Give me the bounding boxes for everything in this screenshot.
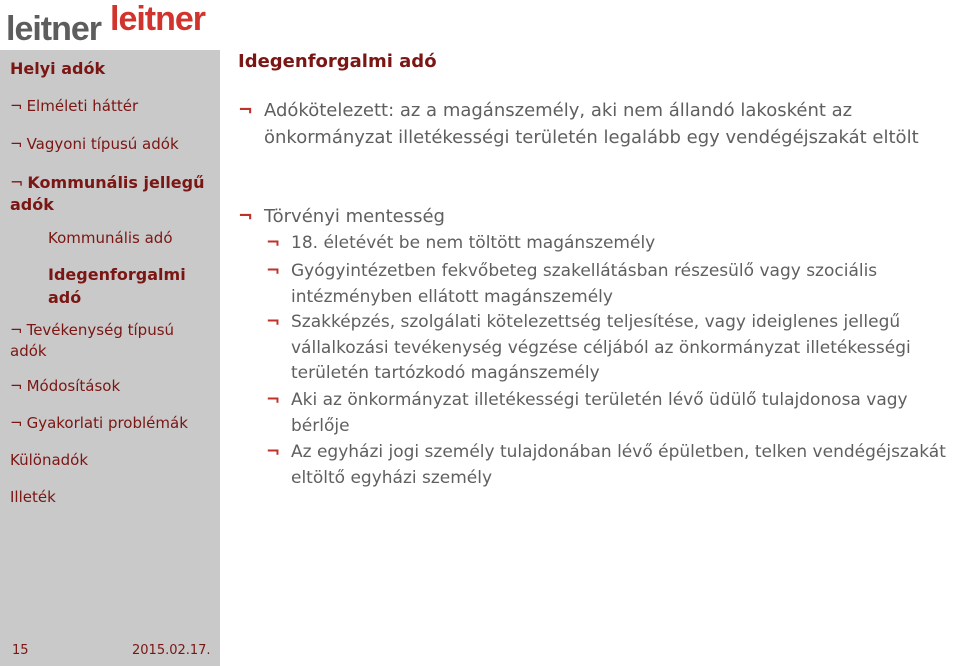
sidebar-item-label: Elméleti háttér (26, 97, 139, 115)
bullet-item (238, 203, 958, 230)
bullet-mark-icon: ¬ (10, 377, 23, 395)
logo-text-gray: leitner (6, 10, 102, 48)
page-number: 15 (12, 643, 29, 658)
bullet-text: Adókötelezett: az a magánszemély, aki nem állandó lakosként az önkormányzat illetékességi területén legalább egy vendégéjszakát eltölt (264, 100, 919, 148)
bullet-text: Gyógyintézetben fekvőbeteg szakellátásban részesülő vagy szociális intézményben ellátott magánszemély (291, 261, 878, 307)
sidebar-item-label: Illeték (10, 488, 56, 506)
bullet-text: Törvényi mentesség (264, 206, 445, 227)
sidebar-item-illetek[interactable] (10, 487, 215, 508)
bullet-mark-icon: ¬ (10, 173, 24, 192)
sub-bullet-item (266, 231, 958, 257)
sidebar-item-modositasok[interactable] (10, 376, 215, 397)
page-title: Idegenforgalmi adó (238, 51, 437, 72)
bullet-mark-icon: ¬ (266, 233, 281, 253)
sidebar-item-kommunalis-ado[interactable] (48, 228, 253, 249)
bullet-mark-icon: ¬ (266, 442, 281, 462)
bullet-mark-icon: ¬ (266, 261, 281, 281)
sidebar-item-kulonadok[interactable] (10, 450, 215, 471)
bullet-mark-icon: ¬ (238, 206, 254, 227)
logo-text-red: leitner (110, 0, 206, 38)
bullet-item (238, 97, 958, 151)
sidebar-header[interactable]: Helyi adók (10, 59, 106, 78)
sidebar-item-label: Tevékenység típusú adók (10, 321, 175, 360)
sidebar-item-label: Különadók (10, 451, 89, 469)
sidebar-item-vagyoni-tipusu-adok[interactable] (10, 134, 215, 155)
sidebar-item-idegenforgalmi-ado[interactable] (48, 263, 198, 309)
sub-bullet-item (266, 440, 958, 491)
sub-bullet-item (266, 259, 958, 310)
sidebar-item-kommunalis-jellegu-adok[interactable] (10, 172, 215, 216)
bullet-mark-icon: ¬ (10, 135, 23, 153)
sidebar-item-tevekenyseg-tipusu-adok[interactable] (10, 320, 215, 362)
sub-bullet-item (266, 310, 958, 387)
sidebar-item-label: Idegenforgalmi adó (48, 265, 186, 307)
sidebar-item-label: Módosítások (26, 377, 121, 395)
bullet-mark-icon: ¬ (10, 414, 23, 432)
slide-date: 2015.02.17. (132, 643, 211, 658)
bullet-mark-icon: ¬ (266, 312, 281, 332)
bullet-mark-icon: ¬ (238, 100, 254, 121)
sidebar-item-label: Gyakorlati problémák (26, 414, 188, 432)
sidebar-nav (0, 50, 220, 666)
sidebar-item-elmeleti-hatter[interactable] (10, 96, 215, 117)
sidebar-item-label: Vagyoni típusú adók (26, 135, 179, 153)
sidebar-item-label: Kommunális adó (48, 229, 173, 247)
bullet-mark-icon: ¬ (10, 97, 23, 115)
bullet-text: 18. életévét be nem töltött magánszemély (291, 233, 656, 253)
bullet-text: Az egyházi jogi személy tulajdonában lévő épületben, telken vendégéjszakát eltöltő egyházi személy (291, 442, 946, 488)
sidebar-item-gyakorlati-problemak[interactable] (10, 413, 215, 434)
bullet-mark-icon: ¬ (266, 390, 281, 410)
bullet-text: Aki az önkormányzat illetékességi területén lévő üdülő tulajdonosa vagy bérlője (291, 390, 908, 436)
sub-bullet-item (266, 388, 958, 439)
sidebar-item-label: Kommunális jellegű adók (10, 173, 205, 214)
bullet-text: Szakképzés, szolgálati kötelezettség teljesítése, vagy ideiglenes jellegű vállalkozási tevékenység végzése céljából az önkormányzat illetékességi területén tartózkodó magánszemély (291, 312, 911, 383)
bullet-mark-icon: ¬ (10, 321, 23, 339)
